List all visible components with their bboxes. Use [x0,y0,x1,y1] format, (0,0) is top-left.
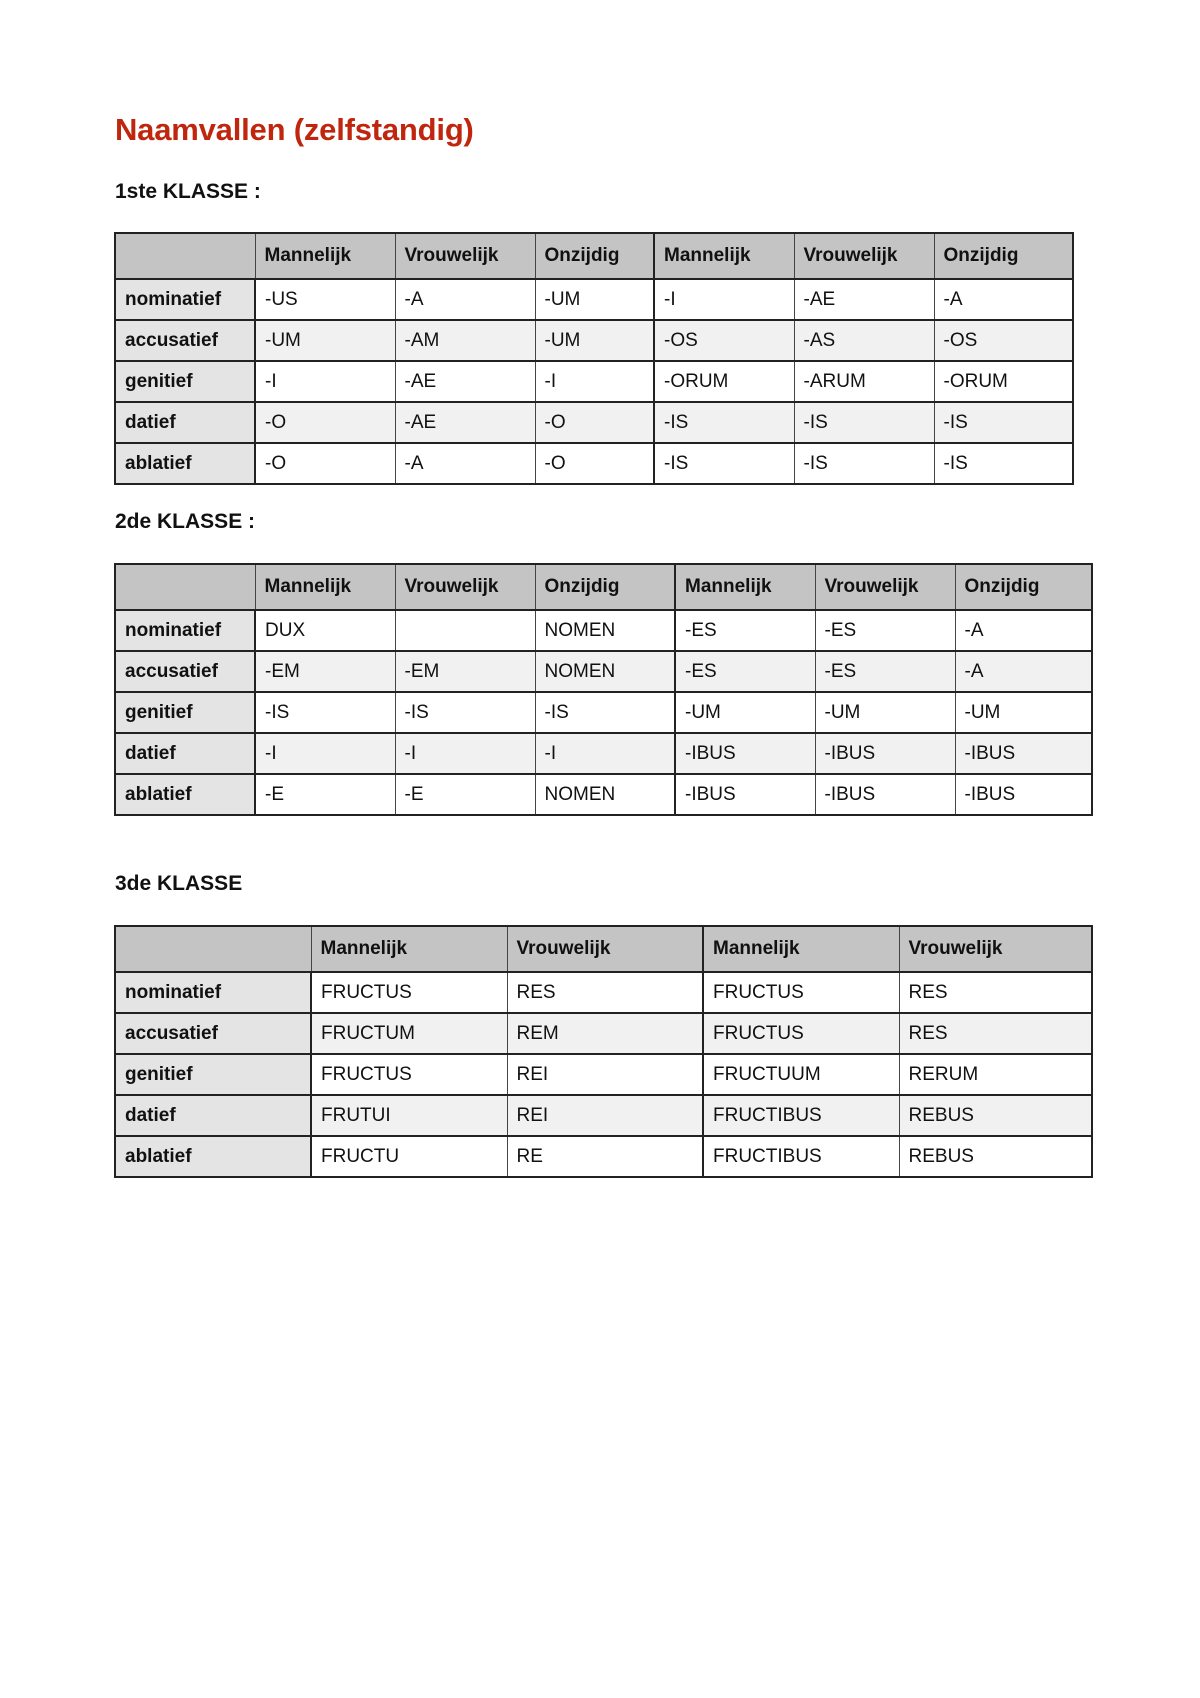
table-cell: -IBUS [955,733,1092,774]
table-cell: -ARUM [794,361,934,402]
table-row [115,1136,1092,1177]
table-cell: -I [255,361,395,402]
section-heading-klasse-2: 2de KLASSE : [115,510,256,533]
table-cell: -ES [815,651,955,692]
table-cell: -AE [395,402,535,443]
table-row [115,443,1073,484]
table-header-row [115,564,1092,610]
table-row [115,1054,1092,1095]
page-title: Naamvallen (zelfstandig) [115,112,474,147]
table-cell: -UM [815,692,955,733]
header-cell-mannelijk-plural: Mannelijk [654,233,794,279]
table-cell: -ORUM [654,361,794,402]
table-row [115,972,1092,1013]
header-cell-corner [115,564,255,610]
header-cell-mannelijk: Mannelijk [255,564,395,610]
table-cell: -IS [535,692,675,733]
header-cell-onzijdig-plural: Onzijdig [955,564,1092,610]
table-cell: -IS [255,692,395,733]
case-label: accusatief [115,651,255,692]
table-cell: -I [255,733,395,774]
table-cell: -AE [794,279,934,320]
case-label: genitief [115,1054,311,1095]
table-cell: REM [507,1013,703,1054]
table-cell: -UM [675,692,815,733]
table-cell: -O [255,443,395,484]
table-cell: FRUCTUS [311,1054,507,1095]
table-cell: -IBUS [675,774,815,815]
table-cell: -UM [955,692,1092,733]
table-row [115,402,1073,443]
table-cell: -ORUM [934,361,1073,402]
header-cell-mannelijk-plural: Mannelijk [703,926,899,972]
table-cell: -IS [794,443,934,484]
table-cell: FRUTUI [311,1095,507,1136]
table-header-row [115,926,1092,972]
header-cell-vrouwelijk-plural: Vrouwelijk [794,233,934,279]
table-cell: -AM [395,320,535,361]
table-row [115,279,1073,320]
table-cell: -AS [794,320,934,361]
table-cell: -ES [815,610,955,651]
table-cell: REBUS [899,1136,1092,1177]
table-row [115,774,1092,815]
table-cell: -IS [934,443,1073,484]
table-cell: -E [255,774,395,815]
table-cell: REI [507,1095,703,1136]
table-row [115,651,1092,692]
table-cell [395,610,535,651]
table-cell: -I [654,279,794,320]
table-cell: -IBUS [815,774,955,815]
table-cell: -IS [654,443,794,484]
table-cell: -ES [675,651,815,692]
table-cell: FRUCTUS [703,972,899,1013]
table-cell: -IBUS [955,774,1092,815]
table-cell: RES [899,972,1092,1013]
table-cell: -UM [535,320,654,361]
header-cell-onzijdig: Onzijdig [535,233,654,279]
table-cell: RES [507,972,703,1013]
case-label: datief [115,1095,311,1136]
table-cell: DUX [255,610,395,651]
header-cell-corner [115,233,255,279]
table-cell: -IS [794,402,934,443]
declension-table-klasse-1 [114,232,1074,485]
case-label: nominatief [115,610,255,651]
table-cell: -EM [395,651,535,692]
case-label: ablatief [115,443,255,484]
table-cell: -UM [255,320,395,361]
section-heading-klasse-3: 3de KLASSE [115,872,243,895]
table-cell: -IBUS [675,733,815,774]
table-cell: -IS [934,402,1073,443]
header-cell-vrouwelijk: Vrouwelijk [395,233,535,279]
table-cell: -IS [654,402,794,443]
table-row [115,733,1092,774]
case-label: ablatief [115,774,255,815]
table-cell: -E [395,774,535,815]
table-cell: FRUCTUS [703,1013,899,1054]
table-cell: NOMEN [535,651,675,692]
table-cell: -O [535,402,654,443]
declension-table-klasse-3 [114,925,1093,1178]
case-label: genitief [115,692,255,733]
table-cell: -US [255,279,395,320]
case-label: accusatief [115,1013,311,1054]
table-cell: REI [507,1054,703,1095]
table-cell: -OS [934,320,1073,361]
table-row [115,610,1092,651]
table-row [115,361,1073,402]
table-cell: -OS [654,320,794,361]
table-row [115,320,1073,361]
header-cell-vrouwelijk-plural: Vrouwelijk [815,564,955,610]
header-cell-mannelijk-plural: Mannelijk [675,564,815,610]
table-cell: -EM [255,651,395,692]
table-cell: FRUCTUS [311,972,507,1013]
case-label: nominatief [115,972,311,1013]
header-cell-vrouwelijk-plural: Vrouwelijk [899,926,1092,972]
table-row [115,692,1092,733]
table-cell: FRUCTUUM [703,1054,899,1095]
header-cell-mannelijk: Mannelijk [311,926,507,972]
header-cell-vrouwelijk: Vrouwelijk [395,564,535,610]
table-cell: RE [507,1136,703,1177]
table-cell: -I [535,733,675,774]
table-cell: -ES [675,610,815,651]
table-cell: -IBUS [815,733,955,774]
table-cell: FRUCTU [311,1136,507,1177]
header-cell-mannelijk: Mannelijk [255,233,395,279]
table-cell: -O [255,402,395,443]
table-cell: FRUCTUM [311,1013,507,1054]
table-cell: RERUM [899,1054,1092,1095]
header-cell-onzijdig-plural: Onzijdig [934,233,1073,279]
case-label: genitief [115,361,255,402]
table-cell: -I [395,733,535,774]
table-cell: -A [955,610,1092,651]
table-cell: -A [934,279,1073,320]
header-cell-vrouwelijk: Vrouwelijk [507,926,703,972]
table-cell: -A [395,443,535,484]
table-row [115,1095,1092,1136]
table-cell: -I [535,361,654,402]
table-cell: -AE [395,361,535,402]
table-cell: -A [395,279,535,320]
table-cell: -O [535,443,654,484]
table-cell: FRUCTIBUS [703,1136,899,1177]
table-cell: NOMEN [535,610,675,651]
table-cell: -IS [395,692,535,733]
case-label: nominatief [115,279,255,320]
table-cell: -UM [535,279,654,320]
case-label: ablatief [115,1136,311,1177]
section-heading-klasse-1: 1ste KLASSE : [115,180,261,203]
header-cell-corner [115,926,311,972]
table-header-row [115,233,1073,279]
case-label: datief [115,402,255,443]
table-row [115,1013,1092,1054]
table-cell: RES [899,1013,1092,1054]
case-label: accusatief [115,320,255,361]
case-label: datief [115,733,255,774]
table-cell: FRUCTIBUS [703,1095,899,1136]
header-cell-onzijdig: Onzijdig [535,564,675,610]
table-cell: REBUS [899,1095,1092,1136]
declension-table-klasse-2 [114,563,1093,816]
table-cell: NOMEN [535,774,675,815]
table-cell: -A [955,651,1092,692]
